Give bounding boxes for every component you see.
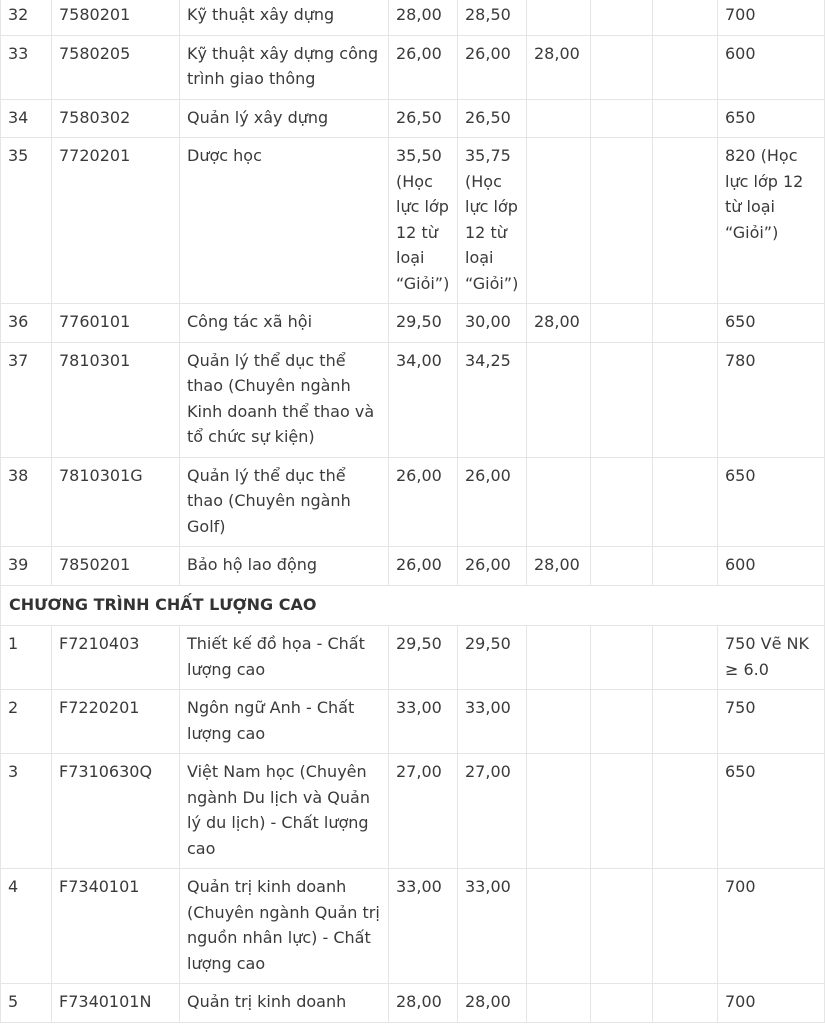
major-code-cell: 7850201 <box>52 547 180 586</box>
score-cell <box>527 690 591 754</box>
score-cell <box>591 304 653 343</box>
score-cell: 26,00 <box>458 457 527 547</box>
major-code-cell: 7720201 <box>52 138 180 304</box>
aptitude-score-cell: 750 <box>718 690 825 754</box>
major-code-cell: F7310630Q <box>52 754 180 869</box>
score-cell <box>591 626 653 690</box>
score-cell: 26,50 <box>389 99 458 138</box>
score-cell <box>653 626 718 690</box>
aptitude-score-cell: 600 <box>718 547 825 586</box>
score-cell: 28,00 <box>389 984 458 1023</box>
score-cell <box>591 35 653 99</box>
table-row <box>1 754 825 869</box>
table-row <box>1 984 825 1023</box>
major-name-cell: Kỹ thuật xây dựng công trình giao thông <box>180 35 389 99</box>
major-name-cell: Quản trị kinh doanh (Chuyên ngành Quản trị nguồn nhân lực) - Chất lượng cao <box>180 869 389 984</box>
major-code-cell: F7340101 <box>52 869 180 984</box>
major-code-cell: 7760101 <box>52 304 180 343</box>
score-cell <box>591 869 653 984</box>
major-name-cell: Bảo hộ lao động <box>180 547 389 586</box>
row-number-cell: 4 <box>1 869 52 984</box>
score-cell: 26,00 <box>458 35 527 99</box>
score-cell: 29,50 <box>389 626 458 690</box>
score-cell: 28,00 <box>458 984 527 1023</box>
row-number-cell: 1 <box>1 626 52 690</box>
section-row <box>1 585 825 626</box>
score-cell: 28,00 <box>527 547 591 586</box>
major-name-cell: Quản lý thể dục thể thao (Chuyên ngành Golf) <box>180 457 389 547</box>
row-number-cell: 37 <box>1 342 52 457</box>
score-cell <box>591 99 653 138</box>
row-number-cell: 36 <box>1 304 52 343</box>
score-cell: 34,00 <box>389 342 458 457</box>
score-cell: 26,00 <box>389 35 458 99</box>
aptitude-score-cell: 700 <box>718 0 825 35</box>
row-number-cell: 3 <box>1 754 52 869</box>
score-cell: 33,00 <box>389 690 458 754</box>
score-cell <box>527 869 591 984</box>
aptitude-score-cell: 780 <box>718 342 825 457</box>
aptitude-score-cell: 650 <box>718 304 825 343</box>
score-cell: 33,00 <box>389 869 458 984</box>
major-code-cell: F7210403 <box>52 626 180 690</box>
score-cell <box>653 0 718 35</box>
major-name-cell: Thiết kế đồ họa - Chất lượng cao <box>180 626 389 690</box>
score-cell: 35,75 (Học lực lớp 12 từ loại “Giỏi”) <box>458 138 527 304</box>
major-name-cell: Công tác xã hội <box>180 304 389 343</box>
major-code-cell: 7810301 <box>52 342 180 457</box>
score-cell: 29,50 <box>458 626 527 690</box>
score-cell <box>591 547 653 586</box>
major-name-cell: Kỹ thuật xây dựng <box>180 0 389 35</box>
table-row <box>1 138 825 304</box>
score-cell: 28,00 <box>527 35 591 99</box>
score-cell <box>591 138 653 304</box>
row-number-cell: 34 <box>1 99 52 138</box>
aptitude-score-cell: 700 <box>718 869 825 984</box>
score-cell: 28,00 <box>389 0 458 35</box>
score-cell <box>653 342 718 457</box>
score-cell: 34,25 <box>458 342 527 457</box>
score-cell <box>527 0 591 35</box>
score-cell <box>591 457 653 547</box>
row-number-cell: 38 <box>1 457 52 547</box>
major-name-cell: Ngôn ngữ Anh - Chất lượng cao <box>180 690 389 754</box>
aptitude-score-cell: 650 <box>718 99 825 138</box>
score-cell <box>653 138 718 304</box>
aptitude-score-cell: 700 <box>718 984 825 1023</box>
score-cell: 30,00 <box>458 304 527 343</box>
score-cell <box>591 342 653 457</box>
score-cell: 26,50 <box>458 99 527 138</box>
score-cell <box>591 984 653 1023</box>
score-cell <box>653 35 718 99</box>
row-number-cell: 32 <box>1 0 52 35</box>
table-row <box>1 869 825 984</box>
major-name-cell: Quản trị kinh doanh <box>180 984 389 1023</box>
score-cell <box>653 869 718 984</box>
score-cell <box>653 690 718 754</box>
aptitude-score-cell: 600 <box>718 35 825 99</box>
score-cell <box>527 626 591 690</box>
section-title: CHƯƠNG TRÌNH CHẤT LƯỢNG CAO <box>1 585 825 626</box>
table-row <box>1 547 825 586</box>
score-cell: 35,50 (Học lực lớp 12 từ loại “Giỏi”) <box>389 138 458 304</box>
score-cell: 33,00 <box>458 869 527 984</box>
table-body <box>1 0 825 1022</box>
score-cell: 33,00 <box>458 690 527 754</box>
table-row <box>1 342 825 457</box>
aptitude-score-cell: 650 <box>718 754 825 869</box>
table-row <box>1 304 825 343</box>
major-code-cell: 7580205 <box>52 35 180 99</box>
score-cell: 26,00 <box>389 547 458 586</box>
score-cell: 27,00 <box>389 754 458 869</box>
score-cell: 28,50 <box>458 0 527 35</box>
score-cell <box>653 984 718 1023</box>
score-cell <box>527 99 591 138</box>
major-name-cell: Việt Nam học (Chuyên ngành Du lịch và Quản lý du lịch) - Chất lượng cao <box>180 754 389 869</box>
score-cell <box>653 547 718 586</box>
aptitude-score-cell: 750 Vẽ NK ≥ 6.0 <box>718 626 825 690</box>
score-cell <box>591 690 653 754</box>
major-name-cell: Quản lý thể dục thể thao (Chuyên ngành Kinh doanh thể thao và tổ chức sự kiện) <box>180 342 389 457</box>
score-cell <box>653 99 718 138</box>
score-cell <box>527 138 591 304</box>
score-cell <box>527 754 591 869</box>
major-name-cell: Dược học <box>180 138 389 304</box>
score-cell: 29,50 <box>389 304 458 343</box>
row-number-cell: 5 <box>1 984 52 1023</box>
major-code-cell: F7220201 <box>52 690 180 754</box>
major-name-cell: Quản lý xây dựng <box>180 99 389 138</box>
score-cell <box>527 984 591 1023</box>
row-number-cell: 39 <box>1 547 52 586</box>
score-cell <box>527 457 591 547</box>
row-number-cell: 35 <box>1 138 52 304</box>
row-number-cell: 33 <box>1 35 52 99</box>
score-cell: 26,00 <box>458 547 527 586</box>
major-code-cell: 7580201 <box>52 0 180 35</box>
score-cell <box>527 342 591 457</box>
score-cell <box>653 304 718 343</box>
table-row <box>1 457 825 547</box>
aptitude-score-cell: 820 (Học lực lớp 12 từ loại “Giỏi”) <box>718 138 825 304</box>
score-cell <box>653 754 718 869</box>
major-code-cell: F7340101N <box>52 984 180 1023</box>
row-number-cell: 2 <box>1 690 52 754</box>
table-row <box>1 0 825 35</box>
aptitude-score-cell: 650 <box>718 457 825 547</box>
score-cell: 27,00 <box>458 754 527 869</box>
score-cell <box>653 457 718 547</box>
score-cell: 28,00 <box>527 304 591 343</box>
score-cell <box>591 0 653 35</box>
table-row <box>1 99 825 138</box>
score-cell: 26,00 <box>389 457 458 547</box>
major-code-cell: 7580302 <box>52 99 180 138</box>
table-row <box>1 690 825 754</box>
table-row <box>1 626 825 690</box>
major-code-cell: 7810301G <box>52 457 180 547</box>
table-row <box>1 35 825 99</box>
score-cell <box>591 754 653 869</box>
